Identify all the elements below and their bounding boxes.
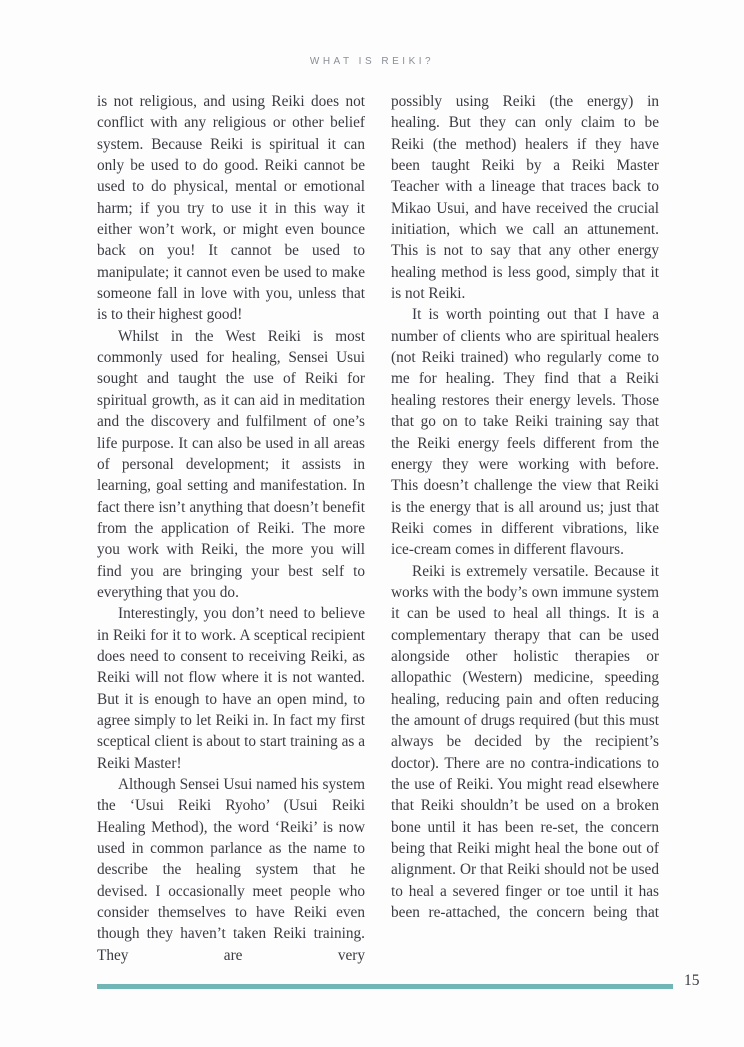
paragraph: Although Sensei Usui named his system the ‘Usui Reiki Ryoho’ (Usui Reiki Healing Method), the word ‘Reiki’ is now used in common parlance as the name to describe the healing system that he devised. I occasionally meet people who consider themselves to have Reiki even though they haven’t taken Reiki training. They are very [97, 776, 365, 964]
paragraph: possibly using Reiki (the energy) in healing. But they can only claim to be Reiki (the method) healers if they have been taught Reiki by a Reiki Master Teacher with a lineage that traces back to Mikao Usui, and have received the crucial initiation, which we call an attunement. This is not to say that any other energy healing method is less good, simply that it is not Reiki. [391, 93, 659, 303]
text-column-left [97, 91, 365, 966]
paragraph: Interestingly, you don’t need to believe in Reiki for it to work. A sceptical recipient does need to consent to receiving Reiki, as Reiki will not flow where it is not wanted. But it is enough to have an open mind, to agree simply to let Reiki in. In fact my first sceptical client is about to start training as a Reiki Master! [97, 605, 365, 772]
page-number: 15 [684, 972, 700, 989]
paragraph: Whilst in the West Reiki is most commonly used for healing, Sensei Usui sought and taught the use of Reiki for spiritual growth, as it can aid in meditation and the discovery and fulfilment of one’s life purpose. It can also be used in all areas of personal development; it assists in learning, goal setting and manifestation. In fact there isn’t anything that doesn’t benefit from the application of Reiki. The more you work with Reiki, the more you will find you are bringing your best self to everything that you do. [97, 327, 365, 601]
text-column-right [391, 91, 659, 966]
paragraph: It is worth pointing out that I have a number of clients who are spiritual healers (not Reiki trained) who regularly come to me for healing. They find that a Reiki healing restores their energy levels. Those that go on to take Reiki training say that the Reiki energy feels different from the energy they were working with before. This doesn’t challenge the view that Reiki is the energy that is all around us; just that Reiki comes in different vibrations, like ice-cream comes in different flavours. [391, 306, 659, 559]
paragraph: Reiki is extremely versatile. Because it works with the body’s own immune system it can be used to heal all things. It is a complementary therapy that can be used alongside other holistic therapies or allopathic (Western) medicine, speeding healing, reducing pain and often reducing the amount of drugs required (but this must always be decided by the recipient’s doctor). There are no contra-indications to the use of Reiki. You might read elsewhere that Reiki shouldn’t be used on a broken bone until it has been re-set, the concern being that Reiki might heal the bone out of alignment. Or that Reiki should not be used to heal a severed finger or toe until it has been re-attached, the concern being that [391, 562, 659, 922]
footer-rule [97, 984, 673, 989]
text-columns [97, 91, 659, 966]
paragraph: is not religious, and using Reiki does not conflict with any religious or other belief system. Because Reiki is spiritual it can only be used to do good. Reiki cannot be used to do physical, mental or emotional harm; if you try to use it in this way it either won’t work, or might even bounce back on you! It cannot be used to manipulate; it cannot even be used to make someone fall in love with you, unless that is to their highest good! [97, 93, 365, 324]
running-header: WHAT IS REIKI? [309, 56, 435, 67]
